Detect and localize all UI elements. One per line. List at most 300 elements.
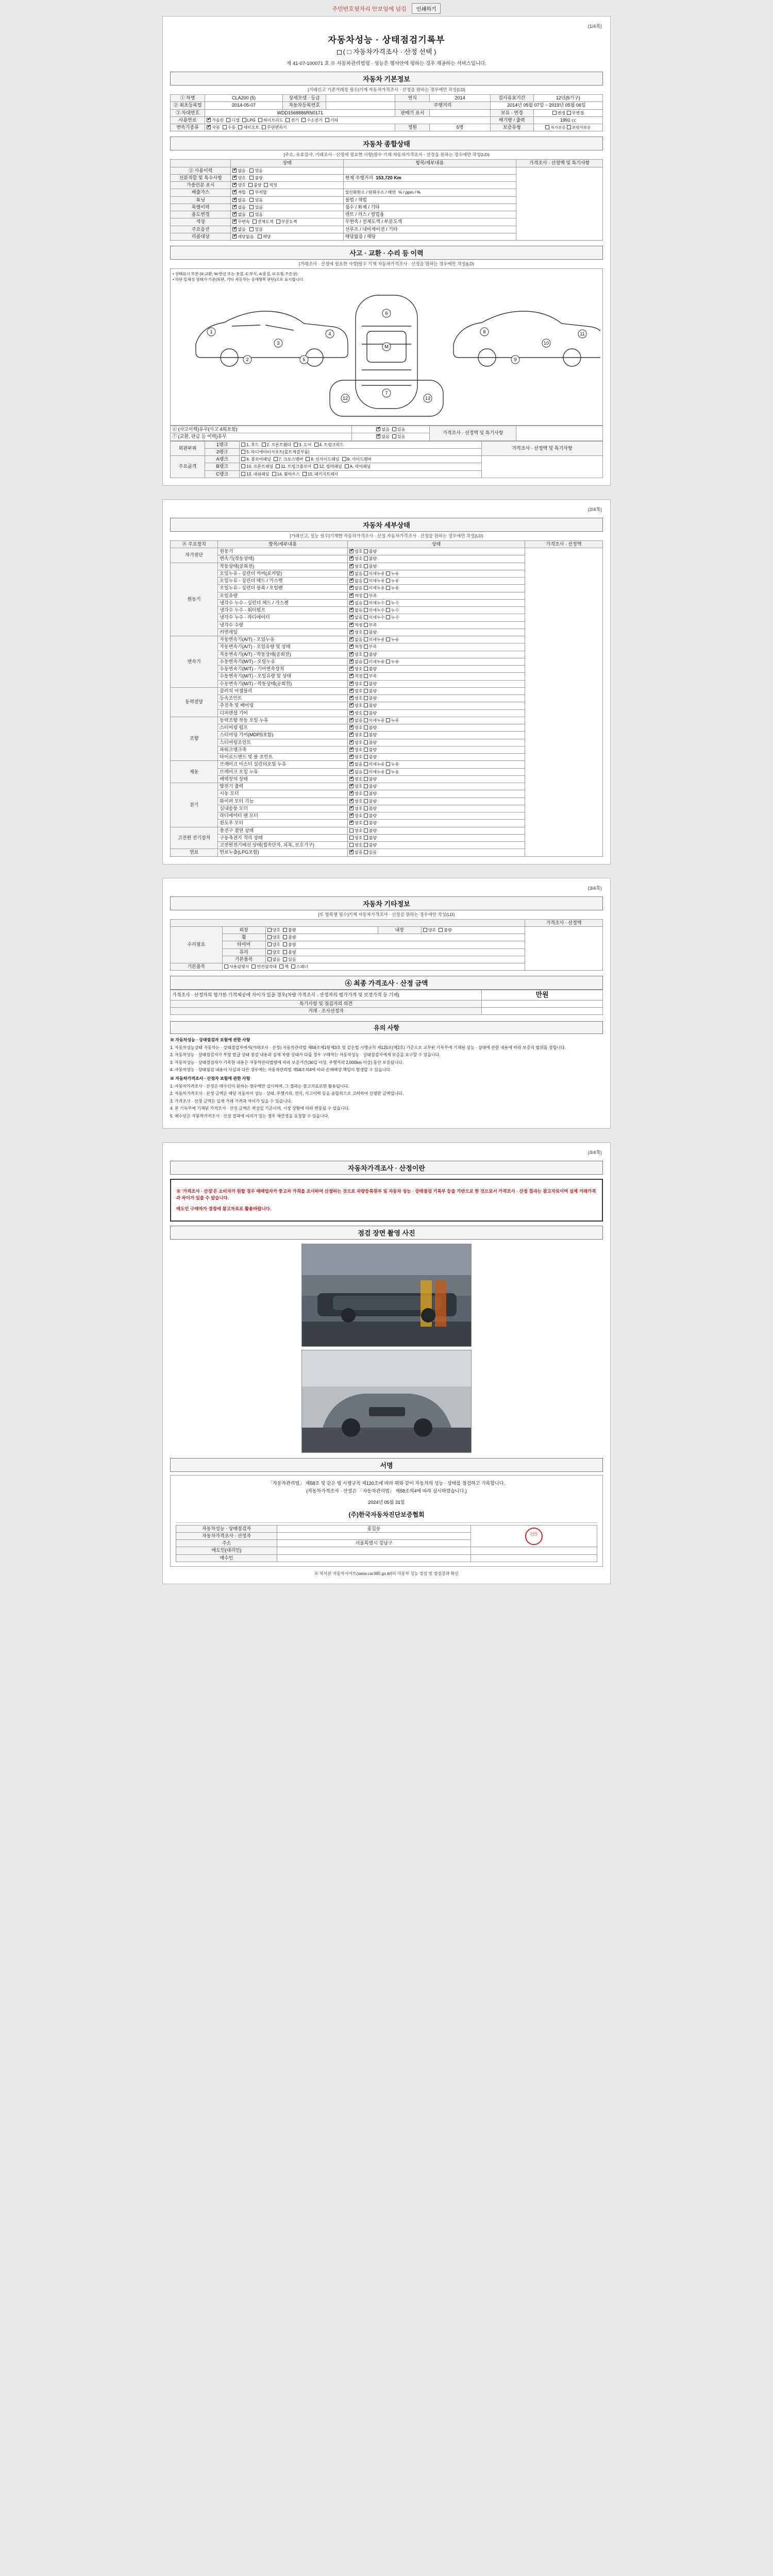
- detail-item-label-4-0: 동력조향 작동 오일 누유: [218, 717, 348, 724]
- panel-checkbox-a[interactable]: [345, 464, 349, 468]
- detail-checkbox-4-5-1[interactable]: [364, 755, 368, 759]
- overall-checkbox-3-a[interactable]: [232, 190, 237, 194]
- detail-checkbox-1-3-0[interactable]: [349, 586, 354, 590]
- overall-checkbox-9-a[interactable]: [232, 234, 237, 239]
- detail-checkbox-1-4-1[interactable]: [364, 594, 368, 598]
- other-col-right: 가격조사 · 산정액: [525, 919, 602, 926]
- overall-col-detail: 항목/세부내용: [343, 160, 516, 167]
- fuel-checkbox-hydrogen[interactable]: [301, 118, 306, 122]
- fuel-checkbox-ev[interactable]: [285, 118, 290, 122]
- detail-checkbox-2-6-0[interactable]: [349, 682, 354, 686]
- final-price-note: 가격조사 · 산정자의 평가한 가격제공에 차이가 있을 경우(차량 가격조사 · 산정자의 평가가격 및 보정가격 등 기재): [171, 990, 482, 1000]
- detail-checkbox-label-2-4-1: 불량: [368, 667, 377, 671]
- repair-checkbox-5-a[interactable]: [267, 957, 272, 961]
- panel-checkbox-15[interactable]: [303, 472, 307, 476]
- detail-item-label-5-1: 브레이크 오일 누유: [218, 768, 348, 775]
- repair-checkbox-0-b[interactable]: [283, 928, 287, 932]
- detail-checkbox-2-3-0[interactable]: [349, 659, 354, 664]
- detail-group-label-0: 자가진단: [171, 548, 218, 563]
- detail-item-state-7-0: [347, 827, 525, 834]
- detail-checkbox-2-2-1[interactable]: [364, 652, 368, 656]
- detail-checkbox-7-1-1[interactable]: [364, 836, 368, 840]
- detail-checkbox-6-4-0[interactable]: [349, 814, 354, 818]
- buyer-label: 거래 · 조사산정자: [171, 1007, 482, 1014]
- panel-checkbox-11[interactable]: [276, 464, 280, 468]
- panel-checkbox-2[interactable]: [262, 443, 266, 447]
- detail-checkbox-3-2-0[interactable]: [349, 703, 354, 707]
- notice-line-0-2: 3. 자동차성능 · 상태점검자가 기록한 내용은 자동차관리법령에 따라 보증기간(30일 이상, 주행거리 2,000km 이상) 동안 보증됩니다.: [170, 1060, 404, 1065]
- law-reference: 제 41-07-100071 호 ※ 자동차관리법령 · 성능은 행사안에 평하는 경우 제공하는 서비스입니다.: [287, 61, 486, 66]
- detail-checkbox-2-5-0[interactable]: [349, 674, 354, 678]
- detail-checkbox-1-3-2[interactable]: [386, 586, 390, 590]
- detail-checkbox-6-2-0[interactable]: [349, 799, 354, 803]
- detail-checkbox-0-1-0[interactable]: [349, 556, 354, 561]
- detail-checkbox-1-5-1[interactable]: [364, 601, 368, 605]
- accident-q2-checkbox-yes[interactable]: [392, 434, 396, 438]
- detail-checkbox-2-3-1[interactable]: [364, 659, 368, 664]
- detail-checkbox-label-7-2-1: 불량: [368, 843, 377, 848]
- detail-checkbox-4-1-1[interactable]: [364, 725, 368, 730]
- field-label-plate: 자동차등록번호: [283, 102, 326, 109]
- body-nochange-checkbox[interactable]: [567, 111, 571, 115]
- overall-checkbox-2-b[interactable]: [248, 183, 253, 187]
- detail-checkbox-label-4-3-0: 양호: [354, 740, 364, 745]
- detail-checkbox-6-1-0[interactable]: [349, 791, 354, 795]
- detail-checkbox-5-2-1[interactable]: [364, 777, 368, 781]
- detail-checkbox-1-0-1[interactable]: [364, 564, 368, 568]
- detail-checkbox-label-2-0-2: 누유: [391, 637, 399, 642]
- panel-checkbox-1[interactable]: [241, 443, 245, 447]
- inner-rank-a-label: A랭크: [205, 456, 240, 463]
- signature-title: 서명: [170, 1458, 603, 1472]
- detail-checkbox-1-1-2[interactable]: [386, 571, 390, 575]
- section-accident-title: 사고 · 교환 · 수리 등 이력: [170, 246, 603, 260]
- detail-checkbox-1-5-2[interactable]: [386, 601, 390, 605]
- detail-item-state-1-0: [347, 563, 525, 570]
- detail-checkbox-2-1-0[interactable]: [349, 645, 354, 649]
- detail-checkbox-8-0-1[interactable]: [364, 850, 368, 854]
- detail-checkbox-1-8-1[interactable]: [364, 623, 368, 627]
- seal-stamp-icon: (인): [525, 1528, 543, 1545]
- repair-checkbox-1-b[interactable]: [439, 928, 443, 932]
- detail-item-label-0-1: 변속기(작동상태): [218, 555, 348, 563]
- detail-checkbox-8-0-0[interactable]: [349, 850, 354, 854]
- overall-checkbox-2-a[interactable]: [232, 183, 237, 187]
- detail-item-label-8-0: 연료누출(LPG포함): [218, 849, 348, 856]
- detail-checkbox-2-0-0[interactable]: [349, 637, 354, 641]
- detail-checkbox-label-5-0-2: 누유: [391, 762, 399, 767]
- repair-checkbox-1-a[interactable]: [423, 928, 427, 932]
- fuel-checkbox-hybrid[interactable]: [258, 118, 262, 122]
- section-accident-note: [거래조사 · 산정에 필요한 사항]필수 기재 자동차가격조사 · 산정을 원하는 경우에만 작성(LD): [298, 261, 475, 266]
- panel-checkbox-9[interactable]: [342, 457, 346, 461]
- detail-item-state-0-0: [347, 548, 525, 555]
- detail-checkbox-1-7-0[interactable]: [349, 615, 354, 619]
- detail-checkbox-6-4-1[interactable]: [364, 814, 368, 818]
- repair-checkbox-2-b[interactable]: [283, 935, 287, 939]
- trans-checkbox-semi[interactable]: [238, 125, 242, 129]
- detail-checkbox-4-2-0[interactable]: [349, 733, 354, 737]
- field-value-period: 2014년 05월 07일 ~ 2019년 05월 06일: [490, 102, 602, 109]
- detail-item-state-8-0: [347, 849, 525, 856]
- detail-checkbox-6-3-1[interactable]: [364, 806, 368, 810]
- repair-checkbox-5-b[interactable]: [283, 957, 287, 961]
- detail-checkbox-2-6-1[interactable]: [364, 682, 368, 686]
- diagram-legend-1: • 상태표시 부분 (X:교환, W:판금 또는 용접, C:부식, A:흠집, U:요철, T:손상): [173, 272, 298, 276]
- detail-checkbox-2-4-1[interactable]: [364, 667, 368, 671]
- detail-checkbox-label-1-7-2: 누수: [391, 615, 399, 620]
- detail-checkbox-2-1-1[interactable]: [364, 645, 368, 649]
- overall-row-detail-3: [343, 189, 516, 196]
- panel-checkbox-10[interactable]: [241, 464, 245, 468]
- repair-pos-3: 타이어: [222, 941, 265, 948]
- detail-checkbox-1-8-0[interactable]: [349, 623, 354, 627]
- overall-checkbox-7-b[interactable]: [253, 219, 257, 224]
- detail-item-state-2-0: [347, 636, 525, 643]
- detail-item-label-5-2: 배력장치 상태: [218, 775, 348, 783]
- panel-checkbox-7[interactable]: [274, 457, 278, 461]
- detail-checkbox-6-1-1[interactable]: [364, 791, 368, 795]
- overall-checkbox-7-a[interactable]: [232, 219, 237, 224]
- overall-checkbox-8-a[interactable]: [232, 227, 237, 231]
- field-label-seat: 정원: [395, 124, 430, 131]
- field-label-trans: 변속기종류: [171, 124, 205, 131]
- body-change-checkbox[interactable]: [552, 111, 557, 115]
- svg-text:11: 11: [580, 331, 585, 336]
- detail-checkbox-1-6-1[interactable]: [364, 608, 368, 612]
- overall-row-detail-2: [343, 182, 516, 189]
- detail-checkbox-3-3-1[interactable]: [364, 711, 368, 715]
- detail-checkbox-label-4-2-0: 양호: [354, 733, 364, 738]
- price-option-checkbox[interactable]: [337, 50, 342, 55]
- detail-item-label-3-0: 클러치 어셈블리: [218, 687, 348, 694]
- repair-checkbox-3-a[interactable]: [267, 942, 272, 946]
- panel-checkbox-6[interactable]: [241, 457, 245, 461]
- signature-buyer-stamp: [470, 1554, 597, 1562]
- detail-item-label-4-3: 스티어링조인트: [218, 739, 348, 746]
- detail-item-state-4-4: [347, 746, 525, 753]
- detail-checkbox-4-0-1[interactable]: [364, 718, 368, 722]
- detail-checkbox-1-6-0[interactable]: [349, 608, 354, 612]
- table-row: [171, 1007, 603, 1014]
- overall-checkbox-9-b[interactable]: [258, 234, 262, 239]
- basic-item-checkbox-2[interactable]: [279, 964, 283, 969]
- detail-checkbox-1-1-0[interactable]: [349, 571, 354, 575]
- detail-item-label-6-0: 발전기 출력: [218, 783, 348, 790]
- detail-checkbox-label-1-5-2: 누수: [391, 600, 399, 605]
- detail-checkbox-6-0-1[interactable]: [364, 784, 368, 788]
- detail-checkbox-label-8-0-0: 없음: [354, 850, 364, 855]
- overall-checkbox-6-b[interactable]: [249, 212, 254, 216]
- table-header-row: [171, 540, 603, 548]
- detail-checkbox-7-2-0[interactable]: [349, 843, 354, 847]
- detail-checkbox-7-2-1[interactable]: [364, 843, 368, 847]
- detail-checkbox-1-2-2[interactable]: [386, 579, 390, 583]
- detail-checkbox-3-1-1[interactable]: [364, 696, 368, 700]
- detail-checkbox-7-0-1[interactable]: [364, 828, 368, 833]
- detail-checkbox-2-5-1[interactable]: [364, 674, 368, 678]
- detail-checkbox-2-0-2[interactable]: [386, 637, 390, 641]
- basic-item-checkbox-1[interactable]: [251, 964, 256, 969]
- detail-checkbox-1-4-0[interactable]: [349, 594, 354, 598]
- detail-item-state-1-5: [347, 599, 525, 606]
- overall-checkbox-4-a[interactable]: [232, 198, 237, 202]
- panel-checkbox-14[interactable]: [272, 472, 276, 476]
- basic-item-checkbox-3[interactable]: [291, 964, 295, 969]
- guarantee-checkbox-self[interactable]: [545, 125, 549, 129]
- detail-checkbox-label-2-5-0: 적정: [354, 674, 364, 679]
- overall-col-right: 가격조사 · 산정액 및 특기사항: [516, 160, 603, 167]
- overall-checkbox-1-b[interactable]: [249, 176, 254, 180]
- other-right-cell: [525, 926, 602, 971]
- detail-checkbox-label-4-2-1: 불량: [368, 733, 377, 738]
- overall-row-detail-0: [343, 167, 516, 174]
- overall-checkbox-3-b[interactable]: [249, 190, 254, 194]
- repair-checkbox-2-a[interactable]: [267, 935, 272, 939]
- detail-item-state-4-0: [347, 717, 525, 724]
- detail-item-state-1-1: [347, 570, 525, 577]
- overall-checkbox-7-c[interactable]: [276, 219, 280, 224]
- detail-checkbox-4-4-1[interactable]: [364, 748, 368, 752]
- detail-checkbox-7-1-0[interactable]: [349, 836, 354, 840]
- detail-checkbox-5-2-0[interactable]: [349, 777, 354, 781]
- detail-checkbox-1-3-1[interactable]: [364, 586, 368, 590]
- detail-checkbox-1-9-1[interactable]: [364, 630, 368, 634]
- overall-checkbox-8-b[interactable]: [249, 227, 254, 231]
- detail-group-label-3: 동력전달: [171, 687, 218, 717]
- document-page-1: [162, 16, 611, 486]
- detail-checkbox-label-7-0-1: 불량: [368, 828, 377, 833]
- privacy-warning-text: 주민번호뒷자리 안보임에 넘김: [332, 6, 407, 12]
- detail-checkbox-6-5-1[interactable]: [364, 821, 368, 825]
- detail-checkbox-4-2-1[interactable]: [364, 733, 368, 737]
- basic-item-checkbox-0[interactable]: [224, 964, 228, 969]
- detail-checkbox-3-0-1[interactable]: [364, 689, 368, 693]
- detail-checkbox-4-3-1[interactable]: [364, 740, 368, 744]
- signature-inspector-value: 홍길동: [277, 1525, 471, 1532]
- signature-price-checker-value: [277, 1532, 471, 1539]
- signature-address-value: 서울특별시 강남구: [277, 1540, 471, 1547]
- repair-pos-0: 외장: [222, 926, 265, 934]
- detail-item-label-1-8: 냉각수 수량: [218, 621, 348, 629]
- detail-checkbox-label-5-0-1: 미세누유: [368, 762, 386, 767]
- section-detail-title: 자동차 세부상태: [170, 518, 603, 532]
- notice-body: [170, 1037, 603, 1120]
- detail-checkbox-1-0-0[interactable]: [349, 564, 354, 568]
- overall-checkbox-5-a[interactable]: [232, 205, 237, 209]
- inner-frame-label: 주요골격: [171, 456, 205, 478]
- trans-checkbox-auto[interactable]: [207, 125, 211, 129]
- field-value-vin: WDD1568886RN0171: [205, 109, 395, 116]
- detail-checkbox-3-2-1[interactable]: [364, 703, 368, 707]
- detail-checkbox-4-1-0[interactable]: [349, 725, 354, 730]
- detail-checkbox-6-5-0[interactable]: [349, 821, 354, 825]
- detail-col-1: ⑧ 주요장치: [171, 540, 218, 548]
- table-row: [171, 456, 603, 463]
- overall-checkbox-5-b[interactable]: [249, 205, 254, 209]
- notice-line-0-3: 4. 자동차성능 · 상태점검 내용이 사실과 다른 경우에는 자동차관리법 제58조의4에 따라 손해배상 책임이 발생할 수 있습니다.: [170, 1067, 392, 1073]
- detail-item-label-1-7: 냉각수 누수 - 라디에이터: [218, 614, 348, 621]
- detail-item-label-3-3: 디퍼렌셜 기어: [218, 709, 348, 717]
- detail-item-state-6-2: [347, 798, 525, 805]
- detail-checkbox-label-1-7-0: 없음: [354, 615, 364, 620]
- detail-checkbox-4-0-0[interactable]: [349, 718, 354, 722]
- final-price-table: [170, 990, 603, 1015]
- detail-group-label-7: 고전원 전기장치: [171, 827, 218, 849]
- overall-row-detail-7: 무변속 / 전체도색 / 부분도색: [343, 218, 516, 226]
- detail-checkbox-5-0-2[interactable]: [386, 762, 390, 766]
- detail-checkbox-5-0-1[interactable]: [364, 762, 368, 766]
- repair-checkbox-0-a[interactable]: [267, 928, 272, 932]
- detail-checkbox-1-9-0[interactable]: [349, 630, 354, 634]
- detail-checkbox-label-2-0-1: 미세누유: [368, 637, 386, 642]
- accident-q1-checkbox-none[interactable]: [376, 427, 380, 431]
- field-label-vin: ③ 차대번호: [171, 109, 205, 116]
- guarantee-checkbox-ins[interactable]: [567, 125, 571, 129]
- field-value-fuel: ✔ 가솔린 디젤 LPG 하이브리드 전기 수소전기 기타: [205, 116, 491, 124]
- detail-checkbox-7-0-0[interactable]: [349, 828, 354, 833]
- detail-checkbox-2-0-1[interactable]: [364, 637, 368, 641]
- detail-checkbox-0-0-1[interactable]: [364, 549, 368, 553]
- detail-checkbox-5-1-1[interactable]: [364, 770, 368, 774]
- notice-title: 유의 사항: [170, 1021, 603, 1034]
- detail-item-label-2-3: 수동변속기(M/T) - 오일누유: [218, 658, 348, 665]
- print-button[interactable]: 인쇄하기: [412, 3, 441, 14]
- panel-right-cell: [482, 456, 603, 478]
- overall-row-state-9: ✔ 해당없음 해당: [231, 233, 343, 240]
- fuel-checkbox-lpg[interactable]: [242, 118, 246, 122]
- accident-q1-label: ⑥ (사고이력)유무(사고 4회포함): [171, 426, 352, 433]
- panel-checkbox-5[interactable]: [241, 450, 245, 454]
- detail-item-label-6-5: 윈도우 모터: [218, 820, 348, 827]
- overall-checkbox-2-c[interactable]: [264, 183, 268, 187]
- detail-checkbox-1-7-2[interactable]: [386, 615, 390, 619]
- outer-rank2-label: 2랭크: [205, 448, 240, 455]
- overall-row-label-6: 용도변경: [171, 211, 231, 218]
- detail-checkbox-1-5-0[interactable]: [349, 601, 354, 605]
- panel-checkbox-4[interactable]: [314, 443, 318, 447]
- repair-checkbox-4-b[interactable]: [283, 950, 287, 954]
- overall-row-detail-6: 렌트 / 리스 / 영업용: [343, 211, 516, 218]
- detail-checkbox-label-1-0-0: 양호: [354, 564, 364, 569]
- detail-checkbox-4-4-0[interactable]: [349, 748, 354, 752]
- detail-checkbox-label-1-1-2: 누유: [391, 571, 399, 576]
- fuel-checkbox-diesel[interactable]: [226, 118, 230, 122]
- repair-state-5: 없음 있음: [265, 956, 525, 963]
- repair-checkbox-4-a[interactable]: [267, 950, 272, 954]
- panel-right-header: 가격조사 · 산정액 및 특기사항: [482, 441, 603, 456]
- detail-checkbox-5-1-0[interactable]: [349, 770, 354, 774]
- detail-item-label-6-2: 와이퍼 모터 기능: [218, 798, 348, 805]
- detail-checkbox-label-1-0-1: 불량: [368, 564, 377, 569]
- overall-checkbox-6-a[interactable]: [232, 212, 237, 216]
- detail-item-state-2-2: [347, 651, 525, 658]
- outer-panel-label: 외판부위: [171, 441, 205, 456]
- svg-text:10: 10: [543, 341, 549, 346]
- table-row: [171, 548, 603, 555]
- detail-checkbox-4-3-0[interactable]: [349, 740, 354, 744]
- overall-checkbox-0-a[interactable]: [232, 168, 237, 173]
- detail-checkbox-4-0-2[interactable]: [386, 718, 390, 722]
- detail-item-state-3-1: [347, 695, 525, 702]
- detail-item-label-4-4: 파워크랭크축: [218, 746, 348, 753]
- detail-item-state-6-3: [347, 805, 525, 812]
- detail-item-label-1-1: 오일누유 - 실린더 커버(로커암): [218, 570, 348, 577]
- panel-checkbox-3[interactable]: [294, 443, 298, 447]
- signature-line-2: (자동차가격조사 · 산정은 「자동차관리법」 제58조의4에 따라 실시하였습니다.): [306, 1488, 467, 1494]
- detail-checkbox-5-0-0[interactable]: [349, 762, 354, 766]
- accident-q1-checkbox-yes[interactable]: [392, 427, 396, 431]
- detail-checkbox-6-2-1[interactable]: [364, 799, 368, 803]
- overall-row-label-0: ⑤ 사용이력: [171, 167, 231, 174]
- detail-checkbox-2-3-2[interactable]: [386, 659, 390, 664]
- detail-checkbox-2-4-0[interactable]: [349, 667, 354, 671]
- photos-container: [170, 1244, 603, 1453]
- detail-checkbox-1-2-1[interactable]: [364, 579, 368, 583]
- panel-checkbox-12[interactable]: [314, 464, 318, 468]
- detail-checkbox-6-0-0[interactable]: [349, 784, 354, 788]
- detail-item-state-1-2: [347, 578, 525, 585]
- detail-checkbox-3-1-0[interactable]: [349, 696, 354, 700]
- detail-checkbox-6-3-0[interactable]: [349, 806, 354, 810]
- detail-checkbox-3-0-0[interactable]: [349, 689, 354, 693]
- signature-table: [176, 1525, 597, 1562]
- price-definition-text: ※ '가격조사 · 산정'은 소비자가 원할 경우 매매업자가 중고차 가격을 조사하여 산정하는 것으로 차량등록원부 및 자동차 성능 · 상태점검 기록부 등을 기반으로 한 것으로서 가격조사 · 산정 결과는 참고자료이며 실제 거래가격과 차이가 있을 수 있습니다.: [176, 1189, 596, 1200]
- detail-checkbox-1-7-1[interactable]: [364, 615, 368, 619]
- detail-checkbox-label-4-4-1: 불량: [368, 747, 377, 752]
- overall-checkbox-0-b[interactable]: [249, 168, 254, 173]
- section-detail-note: [거래신고, 성능 필수]기재한 자동차가격조사 · 산정 자동차가격조사 · 산정을 원하는 경우에만 작성(LD): [290, 533, 483, 538]
- section-basic-info-title: 자동차 기본정보: [170, 72, 603, 86]
- fuel-checkbox-gasoline[interactable]: [207, 118, 211, 122]
- fuel-checkbox-etc[interactable]: [325, 118, 329, 122]
- detail-item-state-1-3: [347, 585, 525, 592]
- detail-item-state-2-1: [347, 643, 525, 651]
- photo-2-graphic: [302, 1350, 472, 1453]
- detail-checkbox-1-1-1[interactable]: [364, 571, 368, 575]
- detail-checkbox-label-6-5-0: 양호: [354, 821, 364, 826]
- detail-checkbox-label-7-0-0: 양호: [354, 828, 364, 833]
- detail-checkbox-4-5-0[interactable]: [349, 755, 354, 759]
- panel-checkbox-8[interactable]: [306, 457, 310, 461]
- accident-q2-checkbox-none[interactable]: [376, 434, 380, 438]
- detail-checkbox-0-0-0[interactable]: [349, 549, 354, 553]
- detail-group-label-5: 제동: [171, 761, 218, 783]
- overall-checkbox-4-b[interactable]: [249, 198, 254, 202]
- detail-checkbox-0-1-1[interactable]: [364, 556, 368, 561]
- detail-checkbox-label-5-2-1: 불량: [368, 776, 377, 782]
- trans-checkbox-cvt[interactable]: [262, 125, 266, 129]
- detail-checkbox-3-3-0[interactable]: [349, 711, 354, 715]
- table-row: [171, 426, 603, 433]
- field-label-firstreg: ② 최초등록일: [171, 102, 205, 109]
- svg-text:4: 4: [328, 331, 331, 336]
- repair-needed-label: 수리필요: [171, 926, 223, 963]
- special-note-label: 특기사항 및 점검자의 의견: [171, 1000, 482, 1007]
- section-basic-info-note: [거래신고 기준거래정 필수]기재 자동차가격조사 · 산정을 원하는 경우에만 작성(LD): [308, 87, 465, 92]
- detail-checkbox-label-4-0-0: 없음: [354, 718, 364, 723]
- panel-checkbox-13[interactable]: [241, 472, 245, 476]
- trans-checkbox-manual[interactable]: [223, 125, 227, 129]
- detail-checkbox-1-2-0[interactable]: [349, 579, 354, 583]
- overall-checkbox-1-a[interactable]: [232, 176, 237, 180]
- svg-text:3: 3: [277, 341, 280, 346]
- detail-checkbox-5-1-2[interactable]: [386, 770, 390, 774]
- detail-checkbox-1-6-2[interactable]: [386, 608, 390, 612]
- repair-checkbox-3-b[interactable]: [283, 942, 287, 946]
- field-value-trans: ✔ 자동 수동 세미오토 무단변속기: [205, 124, 395, 131]
- detail-checkbox-2-2-0[interactable]: [349, 652, 354, 656]
